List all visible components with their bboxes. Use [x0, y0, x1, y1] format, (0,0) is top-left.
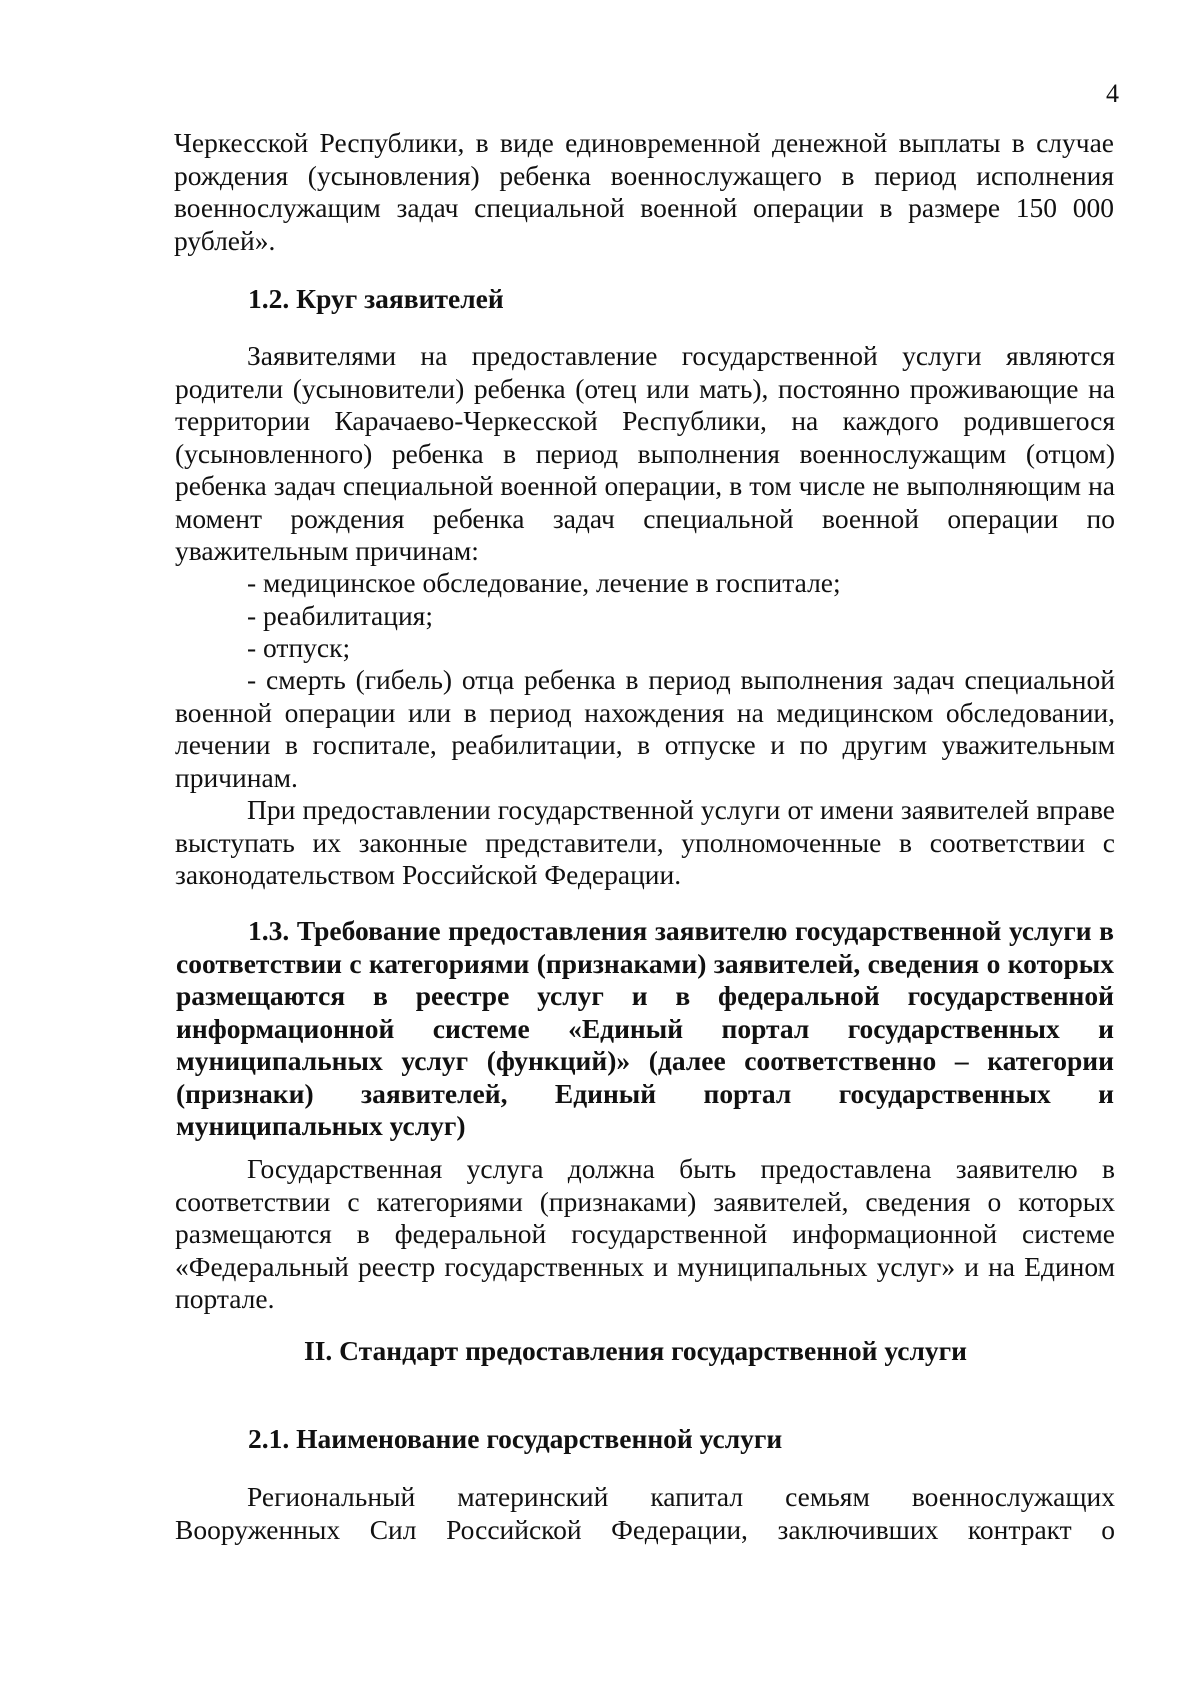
intro-paragraph: Черкесской Республики, в виде единовременной денежной выплаты в случае рождения (усыновления) ребенка военнослужащего в период исполнения военнослужащим задач специальной военной операции в размере 150 000 рублей». [174, 127, 1114, 256]
section-2-heading: II. Стандарт предоставления государственной услуги [304, 1335, 967, 1366]
section-2-1-heading: 2.1. Наименование государственной услуги [248, 1423, 783, 1454]
section-1-2-paragraph-representatives: При предоставлении государственной услуги от имени заявителей вправе выступать их законные представители, уполномоченные в соответствии с законодательством Российской Федерации. [175, 794, 1115, 890]
section-1-3-paragraph: Государственная услуга должна быть предоставлена заявителю в соответствии с категориями (признаками) заявителей, сведения о которых размещаются в федеральной государственной информационной системе «Федеральный реестр государственных и муниципальных услуг» и на Едином портале. [175, 1153, 1115, 1314]
list-item: - медицинское обследование, лечение в госпитале; [247, 567, 841, 598]
list-item: - реабилитация; [247, 599, 433, 631]
reasons-list [175, 567, 1115, 665]
section-1-2-heading: 1.2. Круг заявителей [248, 283, 504, 314]
list-item: - отпуск; [247, 632, 351, 663]
list-item-last: - смерть (гибель) отца ребенка в период выполнения задач специальной военной операции или в период нахождения на медицинском обследовании, лечении в госпитале, реабилитации, в отпуске и по другим уважительным причинам. [175, 664, 1115, 793]
section-2-1-paragraph: Региональный материнский капитал семьям военнослужащих Вооруженных Сил Российской Федерации, заключивших контракт о [175, 1481, 1115, 1545]
page-number: 4 [1106, 79, 1119, 108]
section-1-2-paragraph-applicants: Заявителями на предоставление государственной услуги являются родители (усыновители) ребенка (отец или мать), постоянно проживающие на территории Карачаево-Черкесской Республики, на каждого родившегося (усыновленного) ребенка в период выполнения военнослужащим (отцом) ребенка задач специальной военной операции, в том числе не выполняющим на момент рождения ребенка задач специальной военной операции по уважительным причинам: [175, 340, 1115, 566]
section-1-3-heading: 1.3. Требование предоставления заявителю государственной услуги в соответствии с категориями (признаками) заявителей, сведения о которых размещаются в реестре услуг и в федеральной государственной информационной системе «Единый портал государственных и муниципальных услуг (функций)» (далее соответственно – категории (признаки) заявителей, Единый портал государственных и муниципальных услуг) [176, 915, 1114, 1141]
